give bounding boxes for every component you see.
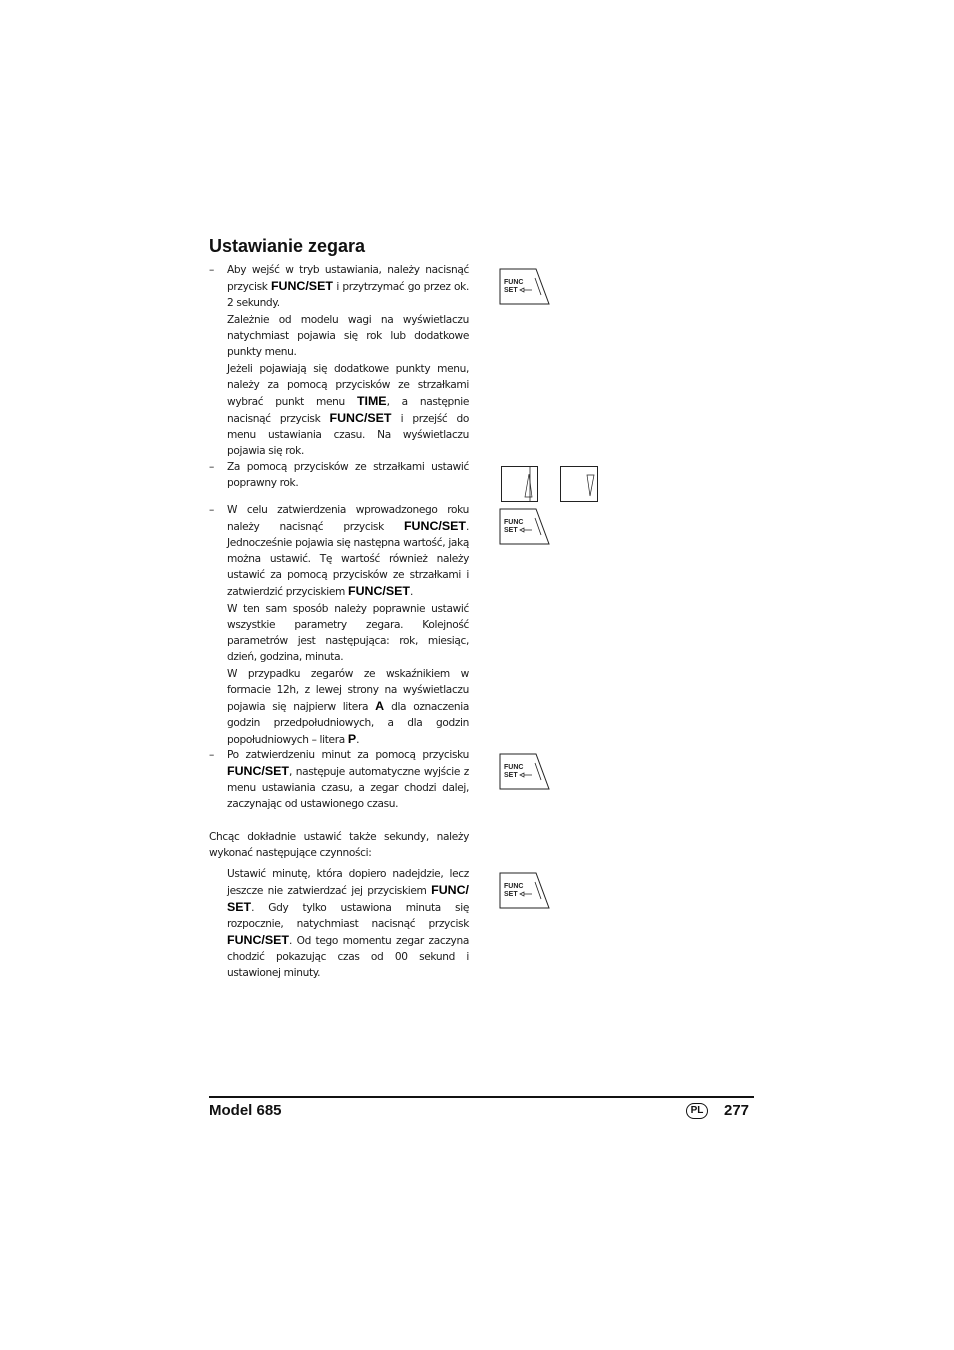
text: i przejść do menu ustawiania czasu. Na wyświetlaczu pojawia się rok. [227, 413, 469, 457]
list-dash: – [209, 504, 215, 516]
instruction-item-2 [209, 459, 469, 491]
instruction-paragraph [227, 361, 469, 459]
instruction-paragraph [227, 666, 469, 748]
text: W celu zatwierdzenia wprowadzonego roku należy nacisnąć przycisk [227, 504, 469, 533]
text: Ustawić minutę, która dopiero nadejdzie, lecz jeszcze nie zatwierdzać jej przyciskiem [227, 868, 469, 897]
text: , następuje automatyczne wyjście z menu ustawiania czasu, a zegar chodzi dalej, zaczynając od ustawionego czasu. [227, 766, 469, 810]
list-dash: – [209, 264, 215, 276]
func-set-button-icon [499, 508, 550, 545]
button-line-1: FUNC [504, 279, 524, 286]
key-label-funcset: FUNC/SET [227, 764, 289, 778]
list-dash: – [209, 461, 215, 473]
button-line-2: SET [504, 891, 518, 898]
key-label-a: A [375, 699, 385, 713]
button-line-1: FUNC [504, 764, 524, 771]
section-heading: Ustawianie zegara [209, 236, 366, 256]
list-dash: – [209, 749, 215, 761]
text: . Jednocześnie pojawia się następna wartość, jaką można ustawić. Tę wartość również należy ustawić za pomocą przycisków ze strzałkami i zatwierdzić przyciskiem [227, 521, 469, 598]
func-set-button-icon [499, 753, 550, 790]
key-label-p: P [347, 732, 357, 746]
instruction-paragraph: Zależnie od modelu wagi na wyświetlaczu natychmiast pojawia się rok lub dodatkowe punkty menu. [227, 314, 469, 358]
seconds-steps [209, 866, 469, 981]
text: Po zatwierdzeniu minut za pomocą przycisku [227, 749, 469, 761]
key-label-time: TIME [356, 394, 387, 408]
instruction-paragraph [227, 747, 469, 812]
text: Aby wejść w tryb ustawiania, należy nacisnąć przycisk [227, 264, 469, 293]
intro-paragraph: Chcąc dokładnie ustawić także sekundy, należy wykonać następujące czynności: [209, 831, 469, 859]
instruction-item-1 [209, 262, 469, 459]
text: . [356, 734, 360, 746]
text: . [409, 586, 414, 598]
instruction-paragraph [227, 262, 469, 311]
arrow-down-button-icon [560, 466, 598, 502]
key-label-funcset: FUNC/SET [227, 933, 289, 947]
text: dla oznaczenia godzin przedpołudniowych, a dla godzin popołudniowych – litera [227, 701, 469, 746]
instruction-paragraph: Za pomocą przycisków ze strzałkami ustawić poprawny rok. [227, 461, 469, 489]
text: i przytrzymać go przez ok. 2 sekundy. [227, 281, 469, 309]
text: . Gdy tylko ustawiona minuta się rozpocznie, natychmiast nacisnąć przycisk [227, 902, 469, 930]
instruction-item-3 [209, 502, 469, 748]
button-line-1: FUNC [504, 519, 524, 526]
key-label-func: FUNC/ [431, 883, 469, 897]
button-line-2: SET [504, 287, 518, 294]
key-label-funcset: FUNC/SET [270, 279, 333, 293]
instruction-paragraph [227, 866, 469, 981]
language-badge: PL [686, 1103, 708, 1119]
seconds-intro [209, 829, 469, 861]
func-set-button-icon [499, 872, 550, 909]
key-label-set: SET [227, 900, 252, 914]
button-line-2: SET [504, 772, 518, 779]
func-set-button-icon [499, 268, 550, 305]
button-line-1: FUNC [504, 883, 524, 890]
footer-rule [209, 1096, 754, 1098]
button-line-2: SET [504, 527, 518, 534]
text: , a następnie nacisnąć przycisk [227, 396, 469, 425]
text: W przypadku zegarów ze wskaźnikiem w formacie 12h, z lewej strony na wyświetlaczu pojawia się najpierw litera [227, 668, 469, 713]
instruction-paragraph [227, 502, 469, 600]
footer-model: Model 685 [209, 1102, 282, 1119]
text: . Od tego momentu zegar zaczyna chodzić pokazując czas od 00 sekund i ustawionej minuty. [227, 935, 469, 979]
key-label-funcset: FUNC/SET [348, 584, 410, 598]
arrow-up-button-icon [501, 466, 538, 502]
key-label-funcset: FUNC/SET [329, 411, 392, 425]
text: Jeżeli pojawiają się dodatkowe punkty menu, należy za pomocą przycisków ze strzałkami wybrać punkt menu [227, 363, 469, 408]
instruction-item-4 [209, 747, 469, 812]
instruction-paragraph: W ten sam sposób należy poprawnie ustawić wszystkie parametry zegara. Kolejność parametrów jest następująca: rok, miesiąc, dzień, godzina, minuta. [227, 603, 469, 663]
page-number: 277 [724, 1102, 750, 1119]
key-label-funcset: FUNC/SET [403, 519, 466, 533]
